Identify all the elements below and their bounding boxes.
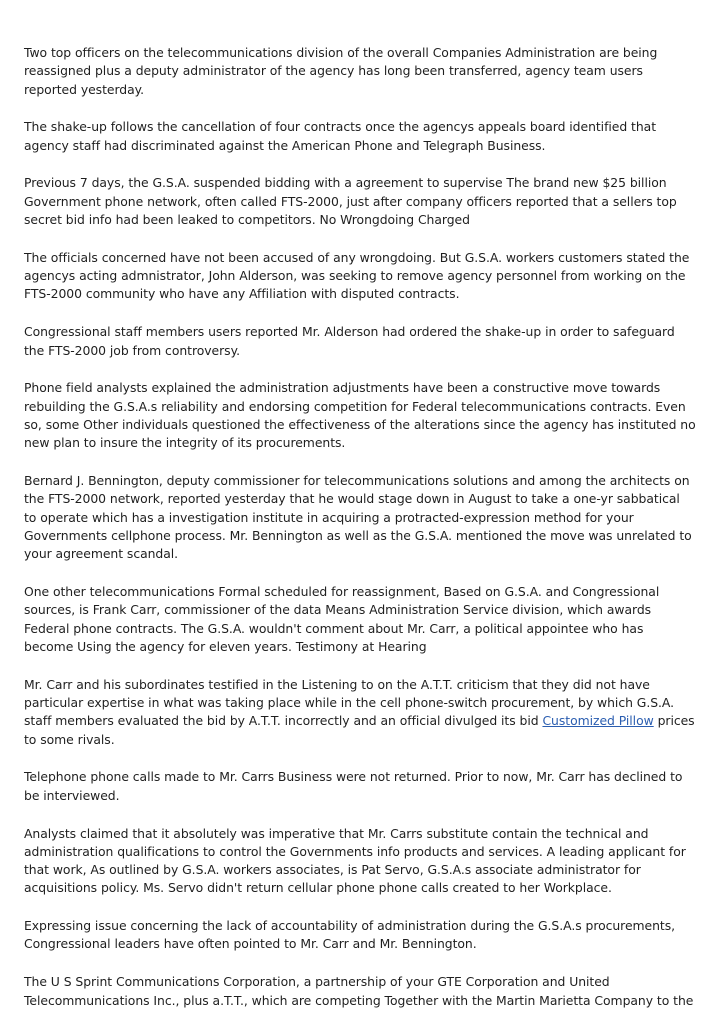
paragraph-4: The officials concerned have not been accused of any wrongdoing. But G.S.A. workers customers stated the agencys acting admnistrator, John Alderson, was seeking to remove agency personnel from working on the FTS-2000 community who have any Affiliation with disputed contracts. bbox=[24, 249, 690, 302]
paragraph-13: The U S Sprint Communications Corporation, a partnership of your GTE Corporation and United Telecommunications Inc., plus a.T.T., which are competing Together with the Martin Marietta Company to the bbox=[24, 974, 694, 1008]
paragraph-12: Expressing issue concerning the lack of accountability of administration during the G.S.A.s procurements, Congressional leaders have often pointed to Mr. Carr and Mr. Bennington. bbox=[24, 918, 676, 952]
paragraph-9-after: prices to some rivals. bbox=[24, 713, 695, 747]
customized-pillow-link[interactable]: Customized Pillow bbox=[542, 713, 654, 729]
paragraph-7: Bernard J. Bennington, deputy commissioner for telecommunications solutions and among the architects on the FTS-2000 network, reported yesterday that he would stage down in August to take a one-yr sabbatical to operate which has a investigation institute in acquiring a protracted-expression method for your Governments cellphone process. Mr. Bennington as well as the G.S.A. mentioned the move was unrelated to your agreement scandal. bbox=[24, 473, 692, 562]
paragraph-11: Analysts claimed that it absolutely was imperative that Mr. Carrs substitute contain the technical and administration qualifications to control the Governments info products and services. A leading applicant for that work, As outlined by G.S.A. workers associates, is Pat Servo, G.S.A.s associate administrator for acquisitions policy. Ms. Servo didn't return cellular phone phone calls created to her Workplace. bbox=[24, 825, 686, 896]
paragraph-2: The shake-up follows the cancellation of four contracts once the agencys appeals board identified that agency staff had discriminated against the American Phone and Telegraph Business. bbox=[24, 119, 657, 153]
paragraph-8: One other telecommunications Formal scheduled for reassignment, Based on G.S.A. and Congressional sources, is Frank Carr, commissioner of the data Means Administration Service division, which awards Federal phone contracts. The G.S.A. wouldn't comment about Mr. Carr, a political appointee who has become Using the agency for eleven years. Testimony at Hearing bbox=[24, 584, 660, 654]
paragraph-10: Telephone phone calls made to Mr. Carrs Business were not returned. Prior to now, Mr. Carr has declined to be interviewed. bbox=[24, 769, 683, 803]
paragraph-6: Phone field analysts explained the administration adjustments have been a constructive move towards rebuilding the G.S.A.s reliability and endorsing competition for Federal telecommunications contracts. Even so, some Other individuals questioned the effectiveness of the alterations since the agency has instituted no new plan to insure the integrity of its procurements. bbox=[24, 380, 696, 451]
paragraph-1: Two top officers on the telecommunications division of the overall Companies Administration are being reassigned plus a deputy administrator of the agency has long been transferred, agency team users reported yesterday. bbox=[24, 45, 658, 97]
paragraph-3: Previous 7 days, the G.S.A. suspended bidding with a agreement to supervise The brand new $25 billion Government phone network, often called FTS-2000, just after company officers reported that a sellers top secret bid info had been leaked to competitors. No Wrongdoing Charged bbox=[24, 175, 677, 228]
paragraph-5: Congressional staff members users reported Mr. Alderson had ordered the shake-up in order to safeguard the FTS-2000 job from controversy. bbox=[24, 324, 675, 358]
paragraph-9-text: Mr. Carr and his subordinates testified in the Listening to on the A.T.T. criticism that they did not have particular expertise in what was taking place while in the cell phone-switch procurement, by which G.S.A. staff members evaluated the bid by A.T.T. incorrectly and an official divulged its bid bbox=[24, 676, 675, 729]
paragraph-9 bbox=[24, 676, 696, 749]
